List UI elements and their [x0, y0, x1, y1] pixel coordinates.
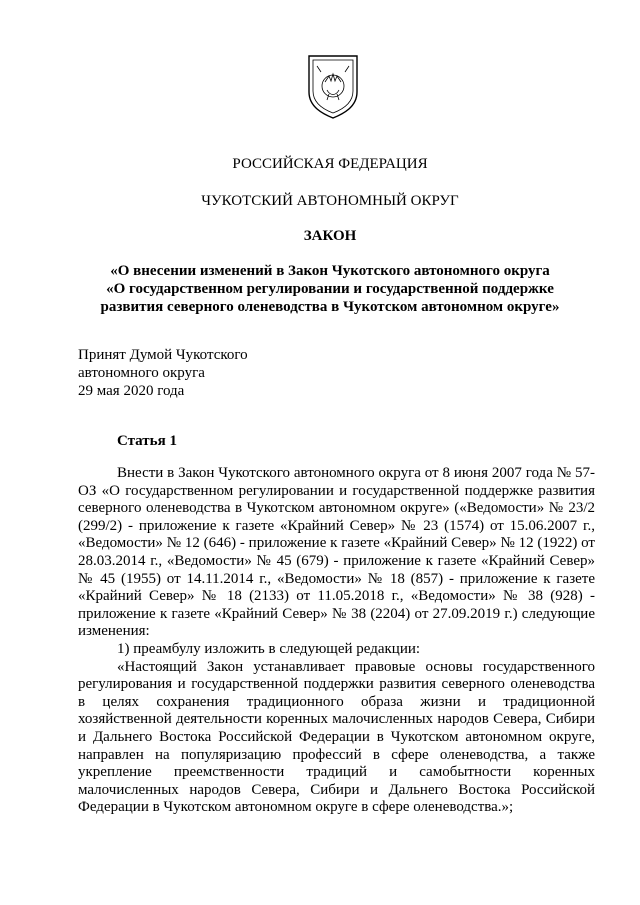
- law-title: [60, 262, 600, 316]
- accepted-by-block: [78, 346, 248, 400]
- article-paragraph: Внести в Закон Чукотского автономного округа от 8 июня 2007 года № 57-ОЗ «О государственном регулировании и государственной поддержке развития северного оленеводства в Чукотском автономном округе» («Ведомости» № 23/2 (299/2) - приложение к газете «Крайний Север» № 23 (1574) от 15.06.2007 г., «Ведомости» № 12 (646) - приложение к газете «Крайний Север» № 12 (1922) от 28.03.2014 г., «Ведомости» № 45 (679) - приложение к газете «Крайний Север» № 45 (1955) от 14.11.2014 г., «Ведомости» № 18 (857) - приложение к газете «Крайний Север» № 18 (2133) от 11.05.2018 г., «Ведомости» № 38 (928) - приложение к газете «Крайний Север» № 38 (2204) от 27.09.2019 г.) следующие изменения:: [78, 465, 595, 640]
- article-paragraph: «Настоящий Закон устанавливает правовые основы государственного регулирования и государственной поддержки развития северного оленеводства в целях сохранения традиционного образа жизни и традиционной хозяйственной деятельности коренных малочисленных народов Севера, Сибири и Дальнего Востока Российской Федерации в Чукотском автономном округе, направлен на популяризацию профессий в сфере оленеводства, а также укрепление преемственности традиций и самобытности коренных малочисленных народов Севера, Сибири и Дальнего Востока Российской Федерации в Чукотском автономном округе в сфере оленеводства.»;: [78, 658, 595, 816]
- federation-heading: РОССИЙСКАЯ ФЕДЕРАЦИЯ: [232, 156, 428, 172]
- coat-of-arms-icon: [303, 52, 363, 120]
- accepted-date: 29 мая 2020 года: [78, 383, 185, 399]
- law-title-line: развития северного оленеводства в Чукотском автономном округе»: [100, 299, 560, 315]
- accepted-line: Принят Думой Чукотского: [78, 347, 248, 363]
- law-title-line: «О внесении изменений в Закон Чукотского автономного округа: [110, 263, 550, 279]
- article-title: Статья 1: [117, 433, 177, 449]
- article-body: [78, 465, 595, 817]
- doc-type-heading: ЗАКОН: [303, 228, 357, 244]
- accepted-line: автономного округа: [78, 365, 205, 381]
- article-paragraph: 1) преамбулу изложить в следующей редакции:: [117, 640, 421, 657]
- region-heading: ЧУКОТСКИЙ АВТОНОМНЫЙ ОКРУГ: [201, 193, 459, 209]
- law-title-line: «О государственном регулировании и государственной поддержке: [106, 281, 554, 297]
